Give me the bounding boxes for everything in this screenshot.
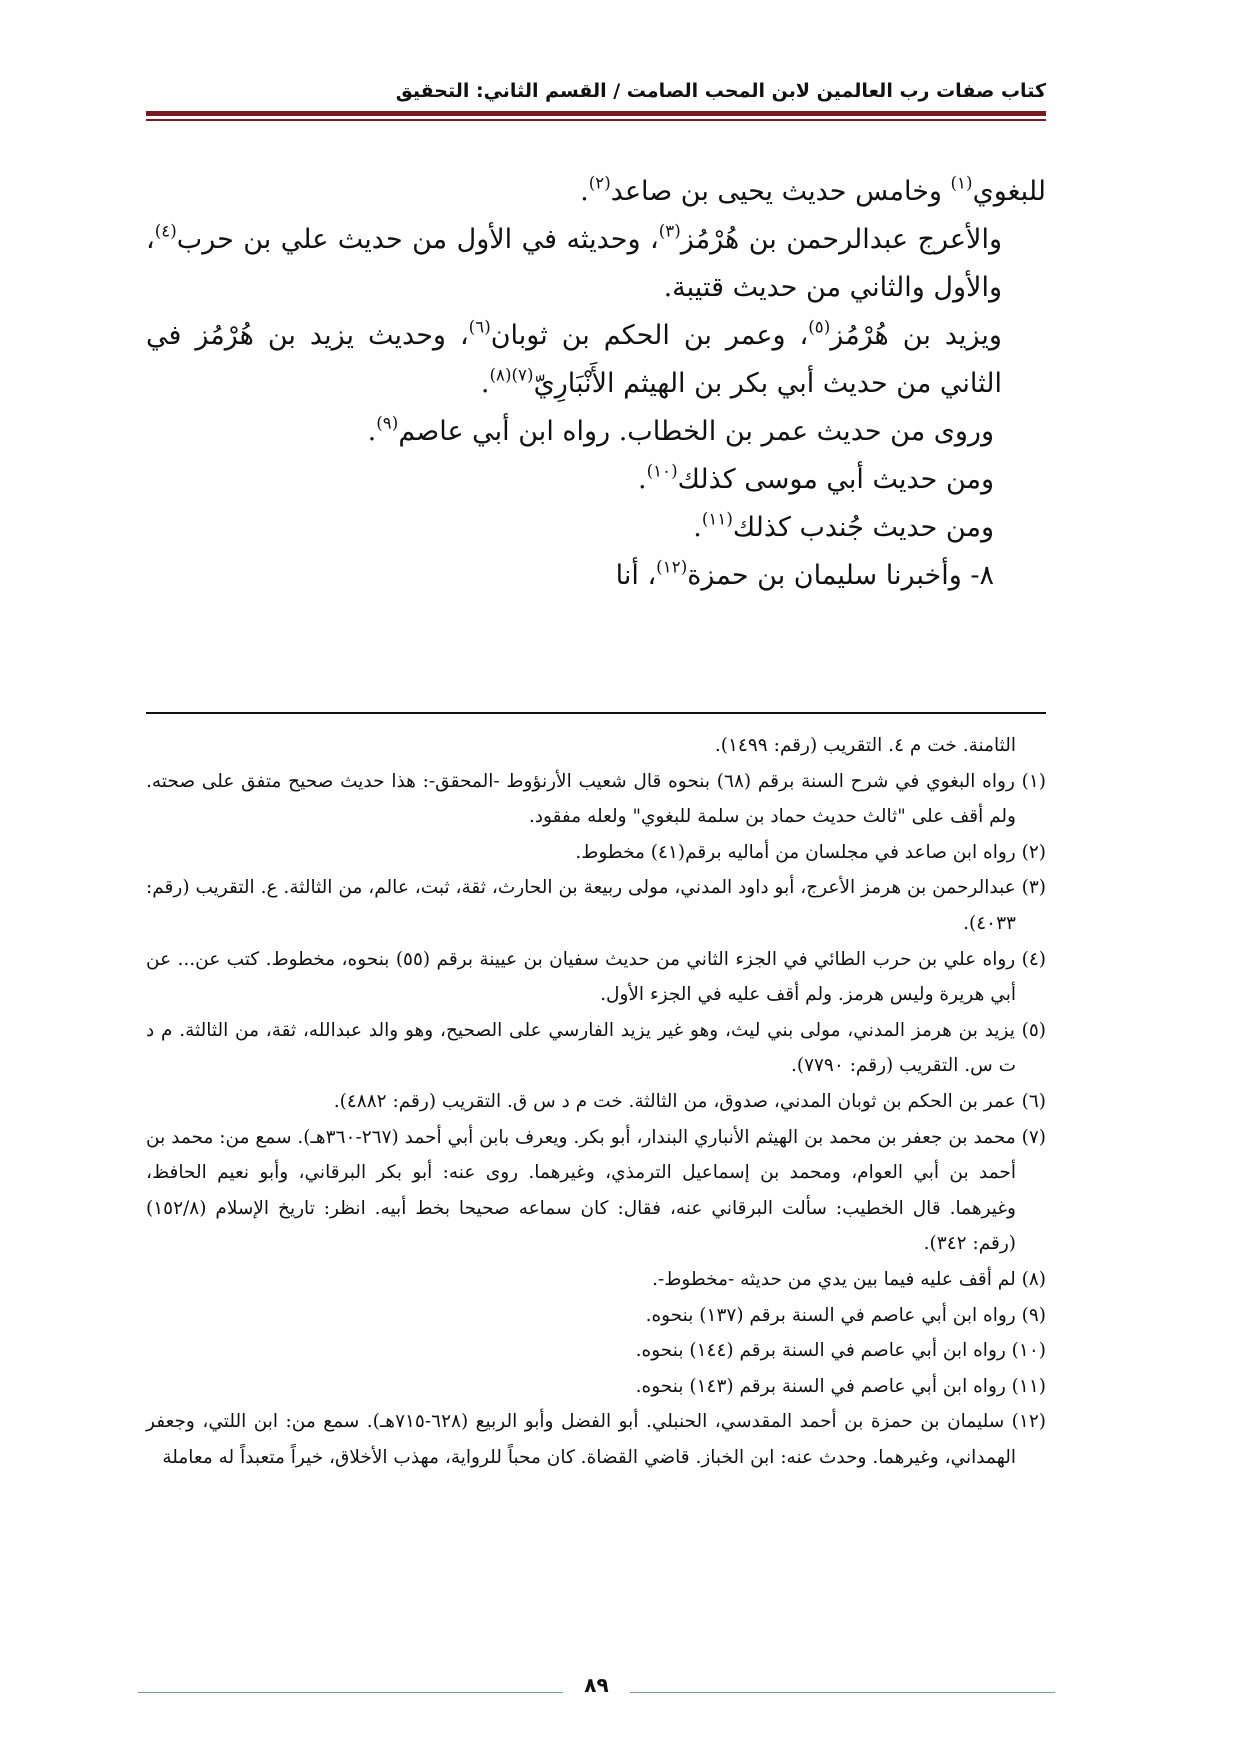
paragraph: والأعرج عبدالرحمن بن هُرْمُز$^{(٣)}$، وحديثه في الأول من حديث علي بن حرب$^{(٤)}$، والأول والثاني من حديث قتيبة. bbox=[146, 220, 1002, 303]
paragraph: وروى من حديث عمر بن الخطاب. رواه ابن أبي عاصم$^{(٩)}$. bbox=[367, 412, 994, 447]
footnote: (٣) عبدالرحمن بن هرمز الأعرج، أبو داود المدني، مولى ربيعة بن الحارث، ثقة، ثبت، عالم، من الثالثة. ع. التقريب (رقم: ٤٠٣٣). bbox=[146, 877, 1046, 934]
page-number: ٨٩ bbox=[584, 1673, 609, 1697]
footnote-ref[interactable]: (٤) bbox=[154, 220, 177, 241]
footnote: (٥) يزيد بن هرمز المدني، مولى بني ليث، وهو غير يزيد الفارسي على الصحيح، وهو والد عبدالله، ثقة، من الثالثة. م د ت س. التقريب (رقم: ٧٧٩٠). bbox=[146, 1019, 1046, 1077]
paragraph: ٨- وأخبرنا سليمان بن حمزة$^{(١٢)}$، أنا bbox=[615, 556, 994, 591]
footnotes bbox=[146, 728, 1046, 1475]
running-header: كتاب صفات رب العالمين لابن المحب الصامت / القسم الثاني: التحقيق bbox=[395, 80, 1046, 102]
footnote: (١) رواه البغوي في شرح السنة برقم (٦٨) بنحوه قال شعيب الأرنؤوط -المحقق-: هذا حديث صحيح متفق على صحته. ولم أقف على "ثالث حديث حماد بن سلمة للبغوي" ولعله مفقود. bbox=[146, 770, 1047, 828]
footnote: (٩) رواه ابن أبي عاصم في السنة برقم (١٣٧) بنحوه. bbox=[645, 1304, 1046, 1326]
footnote: (١١) رواه ابن أبي عاصم في السنة برقم (١٤٣) بنحوه. bbox=[635, 1375, 1046, 1397]
footnote-ref[interactable]: (١) bbox=[950, 172, 973, 193]
paragraph: ومن حديث أبي موسى كذلك$^{(١٠)}$. bbox=[638, 460, 994, 495]
footnote-ref[interactable]: (١٢) bbox=[656, 556, 688, 577]
paragraph: ومن حديث جُندب كذلك$^{(١١)}$. bbox=[693, 508, 994, 543]
footnote-ref[interactable]: (٣) bbox=[658, 220, 681, 241]
footnote: (١٠) رواه ابن أبي عاصم في السنة برقم (١٤٤) بنحوه. bbox=[635, 1340, 1046, 1362]
footnote-ref[interactable]: (٩) bbox=[376, 412, 399, 433]
paragraph: ويزيد بن هُرْمُز$^{(٥)}$، وعمر بن الحكم بن ثوبان$^{(٦)}$، وحديث يزيد بن هُرْمُز في الثاني من حديث أبي بكر بن الهيثم الأَنْبَارِيّ$^{(٧)(٨)}$. bbox=[146, 316, 1002, 399]
footnote: (٢) رواه ابن صاعد في مجلسان من أماليه برقم(٤١) مخطوط. bbox=[575, 841, 1046, 863]
main-text bbox=[146, 168, 1046, 600]
header-rule-thick bbox=[146, 111, 1046, 116]
footnote-ref[interactable]: (١١) bbox=[701, 508, 733, 529]
footnote: (٧) محمد بن جعفر بن محمد بن الهيثم الأنباري البندار، أبو بكر. ويعرف بابن أبي أحمد (٢٦٧-٣٦٠هـ). سمع من: محمد بن أحمد بن أبي العوام، ومحمد بن إسماعيل الترمذي، وغيرهما. روى عنه: أبو بكر البرقاني، وأبو نعيم الحافظ، وغيرهما. قال الخطيب: سألت البرقاني عنه، فقال: كان سماعه صحيحا بخط أبيه. انظر: تاريخ الإسلام (١٥٢/٨) (رقم: ٣٤٢). bbox=[146, 1126, 1046, 1255]
footer-rule-right bbox=[630, 1692, 1055, 1693]
footnote-ref[interactable]: (١٠) bbox=[646, 460, 678, 481]
footnote: (١٢) سليمان بن حمزة بن أحمد المقدسي، الحنبلي. أبو الفضل وأبو الربيع (٦٢٨-٧١٥هـ). سمع من: ابن اللتي، وجعفر الهمداني، وغيرهما. وحدث عنه: ابن الخباز. قاضي القضاة. كان محباً للرواية، مهذب الأخلاق، خيراً متعبداً له معاملة bbox=[146, 1411, 1046, 1468]
paragraph: للبغوي$^{(١)}$ وخامس حديث يحيى بن صاعد$^{(٢)}$. bbox=[580, 172, 1046, 207]
footnote-ref[interactable]: (٦) bbox=[468, 316, 491, 337]
footnote: (٦) عمر بن الحكم بن ثوبان المدني، صدوق، من الثالثة. خت م د س ق. التقريب (رقم: ٤٨٨٢). bbox=[333, 1090, 1046, 1112]
footnote: (٨) لم أقف عليه فيما بين يدي من حديثه -مخطوط-. bbox=[652, 1268, 1046, 1290]
footnote-ref[interactable]: (٧)(٨) bbox=[489, 364, 534, 385]
footnote-ref[interactable]: (٥) bbox=[808, 316, 831, 337]
footer-rule-left bbox=[138, 1692, 563, 1693]
footnote-separator bbox=[146, 712, 1046, 714]
footnote: (٤) رواه علي بن حرب الطائي في الجزء الثاني من حديث سفيان بن عيينة برقم (٥٥) بنحوه، مخطوط. كتب عن... عن أبي هريرة وليس هرمز. ولم أقف عليه في الجزء الأول. bbox=[146, 948, 1046, 1006]
footnote-ref[interactable]: (٢) bbox=[588, 172, 611, 193]
header-rule-thin bbox=[146, 119, 1046, 121]
footnote: الثامنة. خت م ٤. التقريب (رقم: ١٤٩٩). bbox=[714, 735, 1016, 756]
